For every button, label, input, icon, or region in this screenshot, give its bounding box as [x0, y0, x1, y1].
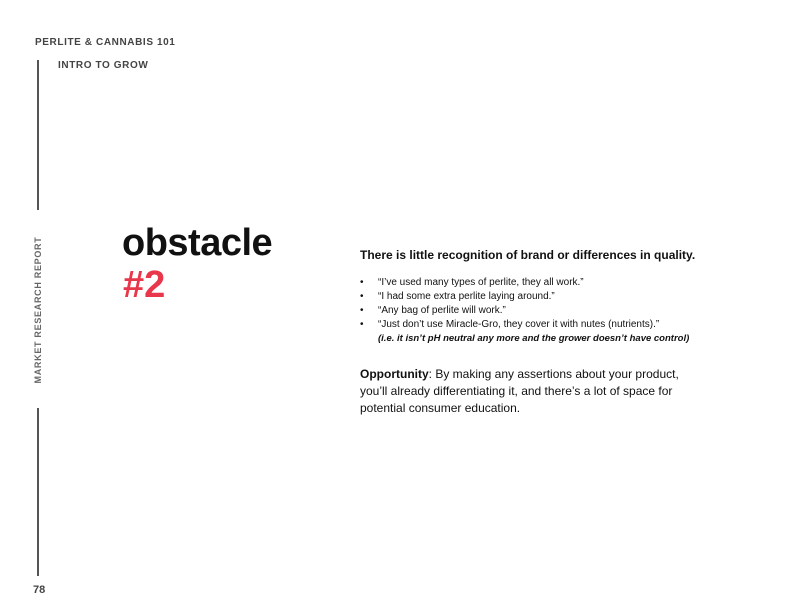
bullet-icon: •: [360, 319, 364, 330]
quote-text: “I had some extra perlite laying around.”: [378, 291, 555, 302]
opportunity-label: Opportunity: [360, 367, 429, 381]
quote-text: “Any bag of perlite will work.”: [378, 305, 506, 316]
report-title: PERLITE & CANNABIS 101: [35, 37, 176, 48]
quote-item: [360, 276, 740, 290]
opportunity-text: : By making any assertions about your product, you’ll already differentiating it, and there’s a lot of space for potential consumer education.: [360, 367, 679, 415]
quote-item: [360, 290, 740, 304]
bullet-icon: •: [360, 305, 364, 316]
sidebar-rule-top: [37, 60, 39, 210]
sidebar-label: MARKET RESEARCH REPORT: [33, 236, 43, 384]
obstacle-number: #2: [123, 264, 166, 306]
bullet-icon: •: [360, 291, 364, 302]
content-block: [360, 248, 740, 429]
bullet-icon: •: [360, 277, 364, 288]
page-number: 78: [33, 584, 46, 596]
quote-item: [360, 318, 740, 332]
quote-note: (i.e. it isn’t pH neutral any more and the grower doesn’t have control): [378, 333, 690, 344]
quote-text: “Just don’t use Miracle-Gro, they cover it with nutes (nutrients).”: [378, 319, 660, 330]
section-title: INTRO TO GROW: [58, 60, 149, 71]
opportunity-paragraph: [360, 366, 700, 417]
quote-item: [360, 304, 740, 318]
sidebar-rule-bottom: [37, 408, 39, 576]
lead-statement: There is little recognition of brand or differences in quality.: [360, 248, 696, 262]
quote-list: [360, 276, 740, 332]
quote-text: “I’ve used many types of perlite, they all work.”: [378, 277, 584, 288]
obstacle-heading: obstacle: [122, 222, 273, 264]
